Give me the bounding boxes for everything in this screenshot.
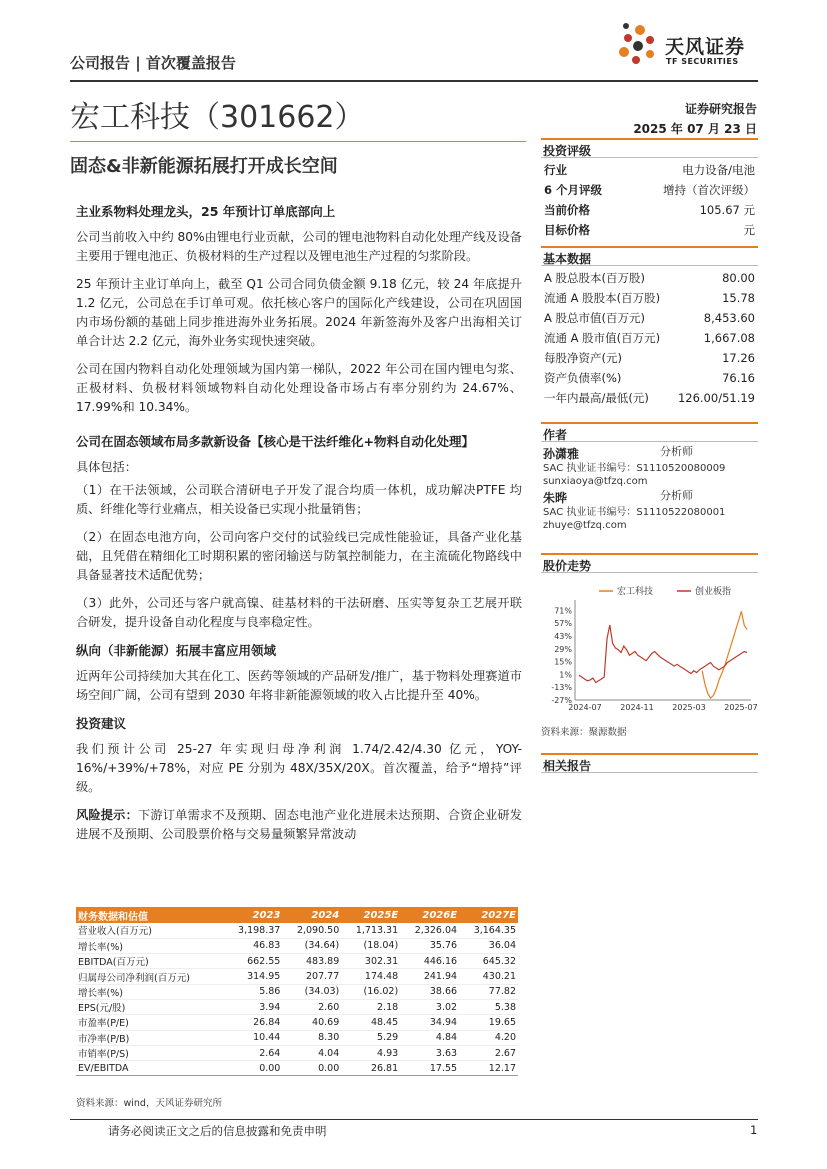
table-cell: 市净率(P/B) <box>76 1030 223 1045</box>
section-heading: 纵向（非新能源）拓展丰富应用领域 <box>76 643 277 658</box>
table-header: 2027E <box>459 907 518 923</box>
basic-row: 资产负债率(%) 76.16 <box>544 371 755 385</box>
table-row <box>76 938 518 953</box>
table-row <box>76 1061 518 1076</box>
table-cell: 48.45 <box>341 1015 400 1030</box>
table-cell: 市盈率(P/E) <box>76 1015 223 1030</box>
table-cell: 2,326.04 <box>400 923 459 938</box>
table-cell: 3,198.37 <box>223 923 282 938</box>
author-role: 分析师 <box>660 489 693 502</box>
x-tick-label: 2025-07 <box>724 703 758 712</box>
footer-divider <box>70 1119 758 1120</box>
table-cell: 3.63 <box>400 1045 459 1060</box>
header-divider <box>70 80 758 82</box>
table-cell: 5.38 <box>459 999 518 1014</box>
table-cell: 46.83 <box>223 938 282 953</box>
table-cell: 3.94 <box>223 999 282 1014</box>
basic-row: 一年内最高/最低(元) 126.00/51.19 <box>544 391 755 405</box>
page-number: 1 <box>750 1123 758 1137</box>
table-cell: 302.31 <box>341 954 400 969</box>
table-cell: 5.86 <box>223 984 282 999</box>
table-cell: 4.84 <box>400 1030 459 1045</box>
risk-label: 风险提示： <box>76 808 138 822</box>
table-cell: 446.16 <box>400 954 459 969</box>
footer-disclaimer: 请务必阅读正文之后的信息披露和免责申明 <box>108 1124 327 1138</box>
rating-row: 6 个月评级 增持（首次评级） <box>544 183 755 197</box>
table-cell: 207.77 <box>282 969 341 984</box>
sidebar <box>541 138 758 532</box>
chart-svg <box>541 582 758 717</box>
table-cell: (34.03) <box>282 984 341 999</box>
table-row <box>76 1030 518 1045</box>
paragraph: （2）在固态电池方向，公司向客户交付的试验线已完成性能验证，具备产业化基础，且凭借在精细化工时期积累的密闭输送与防氧控制能力，在主流硫化物路线中具备显著技术适配优势； <box>76 530 522 582</box>
table-cell: 26.81 <box>341 1061 400 1076</box>
table-cell: 12.17 <box>459 1061 518 1076</box>
table-cell: 0.00 <box>282 1061 341 1076</box>
paragraph: 公司当前收入中约 80%由锂电行业贡献，公司的锂电池物料自动化处理产线及设备主要用于锂电池正、负极材料的生产过程以及锂电池生产过程的匀浆阶段。 <box>76 230 522 263</box>
x-tick-label: 2024-07 <box>568 703 602 712</box>
table-cell: 35.76 <box>400 938 459 953</box>
risk-text: 下游订单需求不及预期、固态电池产业化进展未达预期、合资企业研发进展不及预期、公司股票价格与交易量频繁异常波动 <box>76 808 523 841</box>
basic-data-head: 基本数据 <box>541 246 758 266</box>
table-header-row <box>76 907 518 923</box>
risk-paragraph <box>76 806 522 844</box>
company-name: 宏工科技（301662） <box>70 100 365 135</box>
table-cell: 430.21 <box>459 969 518 984</box>
related-reports-head: 相关报告 <box>541 753 758 773</box>
table-cell: 2.18 <box>341 999 400 1014</box>
basic-row: A 股总市值(百万元) 8,453.60 <box>544 311 755 325</box>
table-row <box>76 1045 518 1060</box>
chart-source: 资料来源：聚源数据 <box>541 727 627 738</box>
paragraph: （1）在干法领域，公司联合清研电子开发了混合均质一体机，成功解决PTFE 均质、纤维化等行业痛点，相关设备已实现小批量销售； <box>76 483 522 516</box>
table-cell: 增长率(%) <box>76 938 223 953</box>
table-header: 财务数据和估值 <box>76 907 223 923</box>
table-cell: 2.67 <box>459 1045 518 1060</box>
table-header: 2024 <box>282 907 341 923</box>
table-cell: 2.64 <box>223 1045 282 1060</box>
author-name: 孙潇雅 <box>543 447 580 461</box>
table-cell: 19.65 <box>459 1015 518 1030</box>
table-cell: 483.89 <box>282 954 341 969</box>
basic-row: 流通 A 股市值(百万元) 1,667.08 <box>544 331 755 345</box>
table-cell: 1,713.31 <box>341 923 400 938</box>
table-cell: 0.00 <box>223 1061 282 1076</box>
rating-row: 目标价格 元 <box>544 223 755 237</box>
table-cell: EBITDA(百万元) <box>76 954 223 969</box>
y-tick-label: 57% <box>554 619 572 629</box>
table-cell: 38.66 <box>400 984 459 999</box>
table-cell: 17.55 <box>400 1061 459 1076</box>
table-cell: 26.84 <box>223 1015 282 1030</box>
table-cell: 241.94 <box>400 969 459 984</box>
paragraph: 我们预计公司 25-27 年实现归母净利润 1.74/2.42/4.30 亿元，YOY-16%/+39%/+78%，对应 PE 分别为 48X/35X/20X。首次覆盖，给予“增持”评级。 <box>76 742 522 794</box>
table-cell: 645.32 <box>459 954 518 969</box>
table-cell: 3.02 <box>400 999 459 1014</box>
table-cell: 314.95 <box>223 969 282 984</box>
report-date: 2025 年 07 月 23 日 <box>633 122 757 136</box>
paragraph: （3）此外，公司还与客户就高镍、硅基材料的干法研磨、压实等复杂工艺展开联合研发，提升设备自动化程度与良率稳定性。 <box>76 596 522 629</box>
y-tick-label: -13% <box>551 683 572 693</box>
table-cell: EPS(元/股) <box>76 999 223 1014</box>
y-tick-label: 29% <box>554 644 572 654</box>
table-cell: (16.02) <box>341 984 400 999</box>
legend-label: 宏工科技 <box>617 587 654 597</box>
paragraph: 近两年公司持续加大其在化工、医药等领域的产品研发/推广，基于物料处理赛道市场空间广阔，公司有望到 2030 年将非新能源领域的收入占比提升至 40%。 <box>76 669 522 702</box>
basic-row: 每股净资产(元) 17.26 <box>544 351 755 365</box>
table-cell: 归属母公司净利润(百万元) <box>76 969 223 984</box>
legend-label: 创业板指 <box>695 587 732 597</box>
logo-text: 天风证券 <box>665 36 746 58</box>
table-cell: 8.30 <box>282 1030 341 1045</box>
report-type: 证券研究报告 <box>684 102 757 116</box>
table-row <box>76 999 518 1014</box>
paragraph: 具体包括： <box>76 460 137 474</box>
author-role: 分析师 <box>660 445 693 458</box>
table-row <box>76 923 518 938</box>
table-cell: 77.82 <box>459 984 518 999</box>
table-cell: (18.04) <box>341 938 400 953</box>
y-tick-label: -27% <box>551 696 572 705</box>
table-cell: 4.20 <box>459 1030 518 1045</box>
table-cell: (34.64) <box>282 938 341 953</box>
table-header: 2026E <box>400 907 459 923</box>
y-tick-label: 1% <box>559 670 572 680</box>
y-tick-label: 71% <box>554 606 572 616</box>
table-cell: 4.93 <box>341 1045 400 1060</box>
paragraph: 公司在国内物料自动化处理领域为国内第一梯队，2022 年公司在国内锂电匀浆、正极材料、负极材料领域物料自动化处理设备市场占有率分别约为 24.67%、17.99%和 10.34%。 <box>76 362 522 414</box>
paragraph: 25 年预计主业订单向上，截至 Q1 公司合同负债金额 9.18 亿元，较 24 年底提升 1.2 亿元，公司总在手订单可观。依托核心客户的国际化产线建设，公司在巩固国内市场份额的基础上同步推进海外业务拓展。2024 年新签海外及客户出海相关订单合计达 2.2 亿元，海外业务实现快速突破。 <box>76 277 522 348</box>
title-divider <box>70 141 526 142</box>
table-row <box>76 1015 518 1030</box>
table-header: 2023 <box>223 907 282 923</box>
table-header: 2025E <box>341 907 400 923</box>
rating-row: 行业 电力设备/电池 <box>544 163 755 177</box>
section-heading: 投资建议 <box>76 716 127 731</box>
table-source: 资料来源：wind，天风证券研究所 <box>76 1098 222 1109</box>
table-cell: 5.29 <box>341 1030 400 1045</box>
table-row <box>76 984 518 999</box>
table-cell: 2,090.50 <box>282 923 341 938</box>
table-cell: 增长率(%) <box>76 984 223 999</box>
table-cell: 2.60 <box>282 999 341 1014</box>
logo-subtext: TF SECURITIES <box>666 57 739 66</box>
y-tick-label: 43% <box>554 632 572 641</box>
main-body <box>76 202 522 853</box>
author-email[interactable]: sunxiaoya@tfzq.com <box>543 476 648 487</box>
basic-row: 流通 A 股股本(百万股) 15.78 <box>544 291 755 305</box>
table-cell: 36.04 <box>459 938 518 953</box>
author-email[interactable]: zhuye@tfzq.com <box>543 520 627 531</box>
author-name: 朱晔 <box>543 491 568 505</box>
table-cell: 10.44 <box>223 1030 282 1045</box>
x-tick-label: 2025-03 <box>672 703 706 712</box>
table-cell: 662.55 <box>223 954 282 969</box>
x-tick-label: 2024-11 <box>620 703 654 712</box>
rating-row: 当前价格 105.67 元 <box>544 203 755 217</box>
table-cell: 174.48 <box>341 969 400 984</box>
basic-row: A 股总股本(百万股) 80.00 <box>544 271 755 285</box>
table-cell: 40.69 <box>282 1015 341 1030</box>
rating-head: 投资评级 <box>541 138 758 158</box>
financial-table <box>76 907 518 1076</box>
table-cell: 市销率(P/S) <box>76 1045 223 1060</box>
authors-head: 作者 <box>541 422 758 442</box>
table-cell: 营业收入(百万元) <box>76 923 223 938</box>
report-title: 固态&非新能源拓展打开成长空间 <box>70 156 338 177</box>
table-cell: 4.04 <box>282 1045 341 1060</box>
stock-price-chart <box>541 582 758 712</box>
section-heading: 主业系物料处理龙头，25 年预计订单底部向上 <box>76 204 336 219</box>
header-label: 公司报告 | 首次覆盖报告 <box>70 54 236 72</box>
author-cert: SAC 执业证书编号：S1110522080001 <box>543 507 726 518</box>
section-heading: 公司在固态领域布局多款新设备【核心是干法纤维化+物料自动化处理】 <box>76 434 474 449</box>
table-row <box>76 954 518 969</box>
stock-chart-head: 股价走势 <box>541 553 758 573</box>
y-tick-label: 15% <box>554 657 572 667</box>
author-cert: SAC 执业证书编号：S1110520080009 <box>543 463 726 474</box>
table-row <box>76 969 518 984</box>
table-cell: 3,164.35 <box>459 923 518 938</box>
table-cell: EV/EBITDA <box>76 1061 223 1076</box>
table-cell: 34.94 <box>400 1015 459 1030</box>
